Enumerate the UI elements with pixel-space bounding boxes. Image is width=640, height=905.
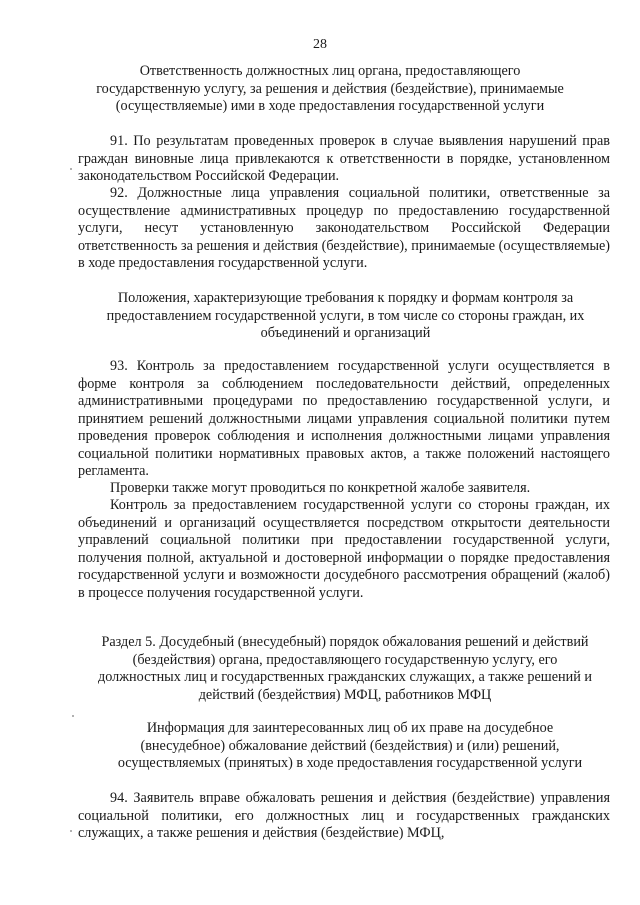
scan-speck [70, 168, 72, 170]
paragraph-94: 94. Заявитель вправе обжаловать решения и действия (бездействие) управления социальной политики, его должностных лиц и государственных гражданских служащих, а также решения и действия (бездействие) МФЦ, [78, 790, 610, 841]
page-number: 28 [313, 37, 327, 52]
scan-speck [72, 715, 74, 717]
paragraph-92: 92. Должностные лица управления социальной политики, ответственные за осуществление административных процедур по предоставлению государственной услуги, несут установленную законодательством Российской Федерации ответственность за решения и действия (бездействие), принимаемые (осуществляемые) в ходе предоставления государственной услуги. [78, 185, 610, 271]
paragraph-93-complaint-checks: Проверки также могут проводиться по конкретной жалобе заявителя. [110, 480, 531, 496]
paragraph-93-public-control: Контроль за предоставлением государственной услуги со стороны граждан, их объединений и организаций осуществляется посредством открытости деятельности управлений социальной политики при предоставлении государственной услуги, получения полной, актуальной и достоверной информации о порядке предоставления государственной услуги и возможности досудебного рассмотрения обращений (жалоб) в процессе получения государственной услуги. [78, 497, 610, 601]
section-heading-appeal-information: Информация для заинтересованных лиц об их праве на досудебное (внесудебное) обжалование действий (бездействия) и (или) решений, осуществляемых (принятых) в ходе предоставления государственной услуги [117, 720, 583, 771]
scan-speck [70, 830, 72, 832]
paragraph-91: 91. По результатам проведенных проверок в случае выявления нарушений прав граждан виновные лица привлекаются к ответственности в порядке, установленном законодательством Российской Федерации. [78, 133, 610, 184]
section-heading-responsibility: Ответственность должностных лиц органа, предоставляющего государственную услугу, за решения и действия (бездействие), принимаемые (осуществляемые) ими в ходе предоставления государственной услуги [96, 63, 564, 114]
section-heading-control-requirements: Положения, характеризующие требования к порядку и формам контроля за предоставлением государственной услуги, в том числе со стороны граждан, их объединений и организаций [106, 290, 585, 341]
section-heading-pretrial-appeal: Раздел 5. Досудебный (внесудебный) порядок обжалования решений и действий (бездействия) органа, предоставляющего государственную услугу, его должностных лиц и государственных гражданских служащих, а также решений и действий (бездействия) МФЦ, работников МФЦ [98, 634, 592, 703]
paragraph-93: 93. Контроль за предоставлением государственной услуги осуществляется в форме контроля за соблюдением последовательности действий, определенных административными процедурами по предоставлению государственной услуги, и принятием решений должностными лицами управления социальной политики путем проведения проверок соблюдения и исполнения должностными лицами управления социальной политики нормативных правовых актов, а также положений настоящего регламента. [78, 358, 610, 479]
